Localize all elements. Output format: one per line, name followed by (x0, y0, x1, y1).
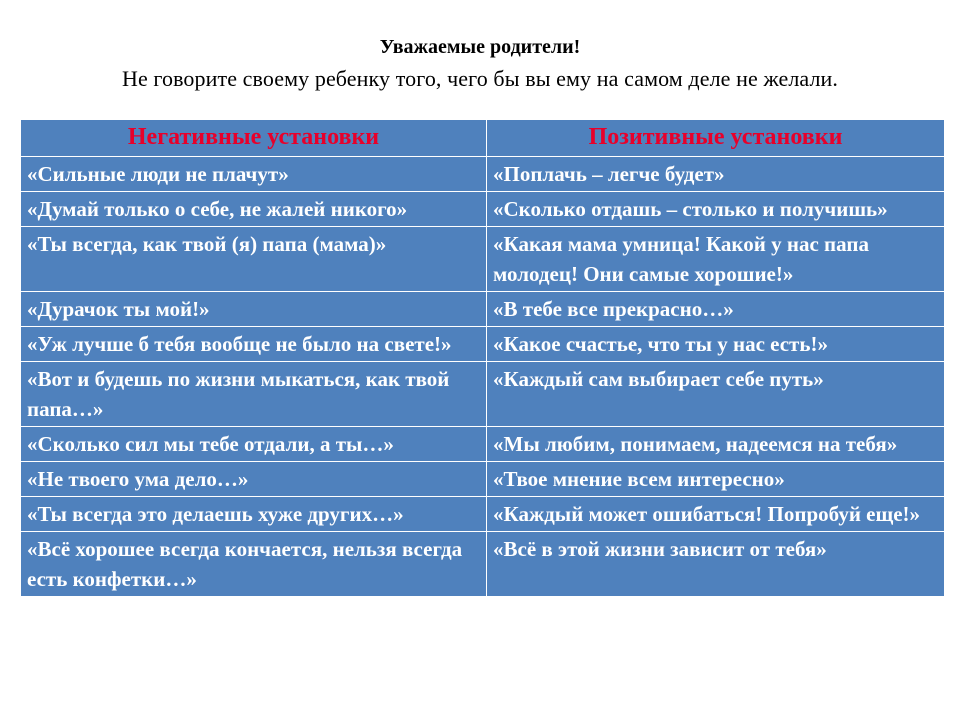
table-row (21, 192, 945, 227)
positive-cell: «Какое счастье, что ты у нас есть!» (487, 327, 945, 362)
table-row (21, 292, 945, 327)
positive-cell: «Каждый может ошибаться! Попробуй еще!» (487, 497, 945, 532)
table-row (21, 497, 945, 532)
negative-cell: «Ты всегда это делаешь хуже других…» (21, 497, 487, 532)
negative-cell: «Сколько сил мы тебе отдали, а ты…» (21, 427, 487, 462)
negative-cell: «Думай только о себе, не жалей никого» (21, 192, 487, 227)
attitudes-table (20, 119, 945, 597)
table-row (21, 157, 945, 192)
negative-cell: «Сильные люди не плачут» (21, 157, 487, 192)
table-row (21, 362, 945, 427)
table-header-row (21, 120, 945, 157)
positive-cell: «В тебе все прекрасно…» (487, 292, 945, 327)
positive-cell: «Какая мама умница! Какой у нас папа молодец! Они самые хорошие!» (487, 227, 945, 292)
positive-cell: «Сколько отдашь – столько и получишь» (487, 192, 945, 227)
page-subheading: Не говорите своему ребенку того, чего бы вы ему на самом деле не желали. (121, 66, 839, 91)
positive-cell: «Мы любим, понимаем, надеемся на тебя» (487, 427, 945, 462)
positive-cell: «Всё в этой жизни зависит от тебя» (487, 532, 945, 597)
column-header-negative: Негативные установки (21, 120, 487, 157)
negative-cell: «Уж лучше б тебя вообще не было на свете!» (21, 327, 487, 362)
negative-cell: «Вот и будешь по жизни мыкаться, как твой папа…» (21, 362, 487, 427)
negative-cell: «Всё хорошее всегда кончается, нельзя всегда есть конфетки…» (21, 532, 487, 597)
negative-cell: «Не твоего ума дело…» (21, 462, 487, 497)
page-heading: Уважаемые родители! (379, 36, 581, 58)
negative-cell: «Ты всегда, как твой (я) папа (мама)» (21, 227, 487, 292)
table-row (21, 532, 945, 597)
table-row (21, 427, 945, 462)
negative-cell: «Дурачок ты мой!» (21, 292, 487, 327)
positive-cell: «Каждый сам выбирает себе путь» (487, 362, 945, 427)
table-row (21, 327, 945, 362)
positive-cell: «Поплачь – легче будет» (487, 157, 945, 192)
positive-cell: «Твое мнение всем интересно» (487, 462, 945, 497)
table-row (21, 227, 945, 292)
column-header-positive: Позитивные установки (487, 120, 945, 157)
table-row (21, 462, 945, 497)
